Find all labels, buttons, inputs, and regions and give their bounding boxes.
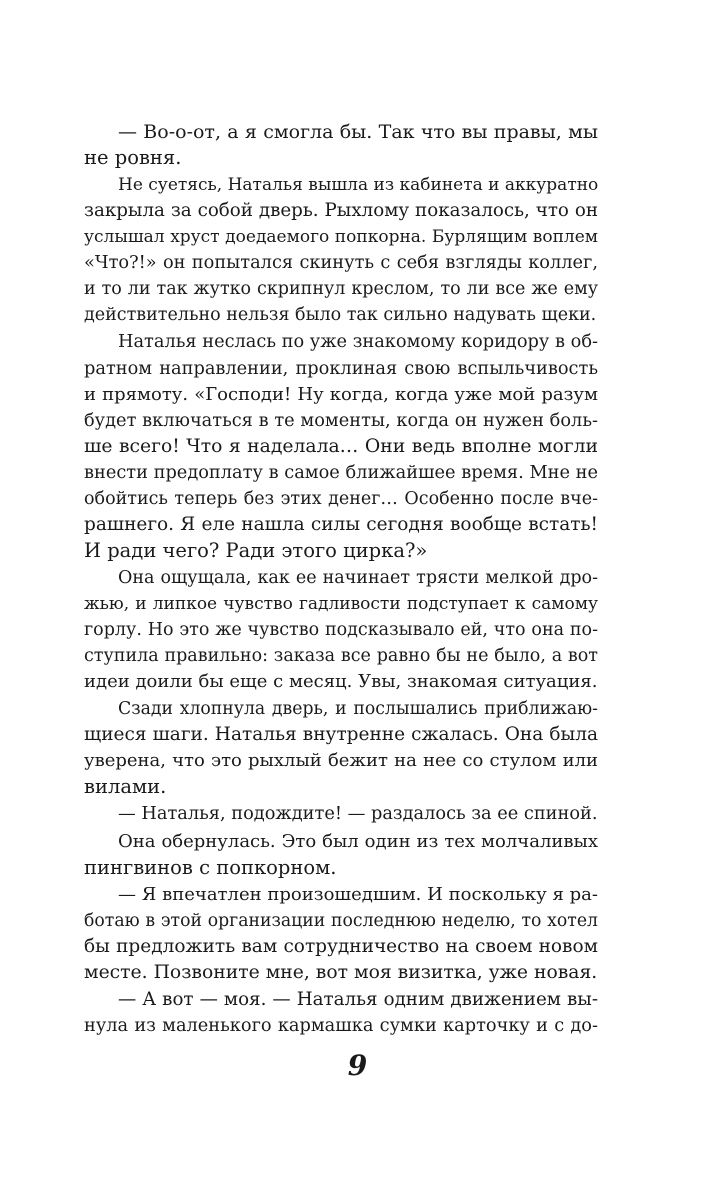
text-line: обойтись теперь без этих денег… Особенно после вче- bbox=[84, 489, 598, 509]
text-line: — А вот — моя. — Наталья одним движением вы- bbox=[118, 989, 598, 1010]
text-line: рашнего. Я еле нашла силы сегодня вообще встать! bbox=[84, 514, 598, 535]
text-line: ботаю в этой организации последнюю неделю, то хотел bbox=[84, 911, 598, 931]
text-line: — Наталья, подождите! — раздалось за ее спиной. bbox=[118, 804, 598, 824]
text-line: Наталья неслась по уже знакомому коридору в об- bbox=[118, 332, 599, 352]
text-line: «Что?!» он попытался скинуть с себя взгляды коллег, bbox=[84, 253, 598, 273]
text-line: услышал хруст доедаемого попкорна. Бурлящим воплем bbox=[84, 227, 598, 247]
text-line: ше всего! Что я наделала… Они ведь вполне могли bbox=[84, 436, 598, 457]
text-line: щиеся шаги. Наталья внутренне сжалась. Она была bbox=[84, 724, 598, 745]
text-line: вилами. bbox=[84, 775, 167, 798]
text-line: Сзади хлопнула дверь, и послышались приближаю- bbox=[118, 699, 598, 719]
text-line: Она обернулась. Это был один из тех молчаливых bbox=[118, 831, 598, 852]
text-line: и то ли так жутко скрипнул креслом, то ли все же ему bbox=[84, 279, 598, 299]
text-line: горлу. Но это же чувство подсказывало ей, что она по- bbox=[84, 620, 598, 640]
text-line: Она ощущала, как ее начинает трясти мелкой дро- bbox=[118, 568, 598, 588]
text-line: закрыла за собой дверь. Рыхлому показалось, что он bbox=[84, 200, 598, 221]
text-line: действительно нельзя было так сильно надувать щеки. bbox=[84, 305, 597, 325]
page-number: 9 bbox=[347, 1049, 368, 1082]
text-line: И ради чего? Ради этого цирка?» bbox=[84, 539, 428, 562]
text-line: жью, и липкое чувство гадливости подступает к самому bbox=[84, 594, 598, 614]
text-line: будет включаться в те моменты, когда он нужен боль- bbox=[84, 411, 598, 431]
text-line: внести предоплату в самое ближайшее время. Мне не bbox=[84, 463, 598, 483]
text-line: — Во-о-от, а я смогла бы. Так что вы правы, мы bbox=[118, 121, 598, 143]
text-line: ступила правильно: заказа все равно бы не было, а вот bbox=[84, 646, 598, 666]
text-line: бы предложить вам сотрудничество на своем новом bbox=[84, 936, 598, 957]
text-line: нула из маленького кармашка сумки карточку и с до- bbox=[84, 1016, 598, 1036]
text-line: идеи доили бы еще с месяц. Увы, знакомая ситуация. bbox=[84, 671, 598, 692]
text-line: — Я впечатлен произошедшим. И поскольку я ра- bbox=[118, 884, 598, 905]
text-line: ратном направлении, проклиная свою вспыльчивость bbox=[84, 359, 598, 379]
text-line: Не суетясь, Наталья вышла из кабинета и аккуратно bbox=[118, 175, 599, 195]
text-line: месте. Позвоните мне, вот моя визитка, уже новая. bbox=[84, 962, 598, 983]
text-line: не ровня. bbox=[84, 146, 182, 169]
text-line: пингвинов с попкорном. bbox=[84, 856, 337, 879]
text-line: и прямоту. «Господи! Ну когда, когда уже мой разум bbox=[84, 384, 598, 405]
text-line: уверена, что это рыхлый бежит на нее со стулом или bbox=[84, 750, 598, 771]
